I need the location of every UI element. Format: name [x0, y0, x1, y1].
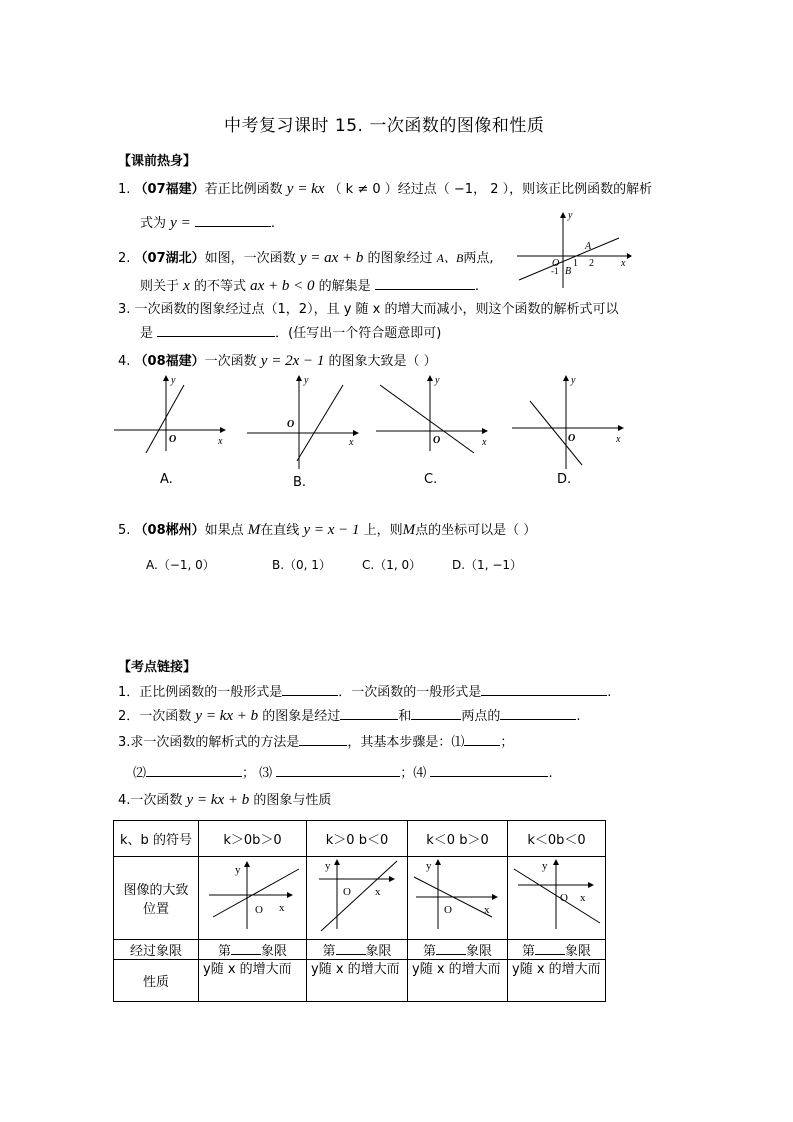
q2-tick-1: 1: [573, 258, 578, 269]
q2-tick-2: 2: [589, 258, 594, 269]
table-graph-3[interactable]: [408, 857, 507, 935]
table-col-2: k＞0 b＜0: [307, 821, 408, 857]
svg-text:y: y: [542, 860, 548, 872]
q2-line2-text-2: 的不等式: [193, 279, 246, 294]
q4-graph-b: [245, 373, 365, 473]
q2-point-b: B: [565, 266, 572, 277]
table-property-cell-2[interactable]: y随 x 的增大而: [307, 960, 408, 1002]
page-title: 中考复习课时 15. 一次函数的图像和性质: [224, 116, 545, 136]
svg-text:O: O: [169, 434, 177, 445]
q2-y-label: y: [568, 210, 573, 221]
link-item-3: [118, 731, 513, 750]
q1-text: 若正比例函数: [204, 182, 283, 197]
q5-option-b[interactable]: B.（0, 1）: [272, 558, 331, 572]
table-graph-cell-1: [199, 857, 307, 940]
question-2-line2: [140, 275, 479, 295]
l2-blank-2[interactable]: [411, 706, 461, 720]
q5-number: 5.: [118, 523, 131, 538]
q2-equation: y = ax + b: [299, 250, 364, 266]
l3-blank-1[interactable]: [299, 732, 347, 746]
q5-text-3: 上，则: [363, 523, 403, 538]
link-item-1: [118, 681, 611, 700]
l2-blank-1[interactable]: [340, 706, 398, 720]
l1-text-2: ．一次函数的一般形式是: [338, 685, 482, 700]
q4-graph-a: [112, 373, 232, 453]
question-3-line2: [140, 322, 441, 341]
table-graph-4[interactable]: [508, 857, 605, 935]
quadrant-blank-1[interactable]: [231, 942, 261, 955]
q4-option-d[interactable]: D.: [557, 472, 572, 487]
q5-option-d[interactable]: D.（1, −1）: [452, 558, 523, 572]
q5-source: （08郴州）: [134, 523, 205, 538]
svg-text:x: x: [580, 892, 586, 904]
table-col-4: k＜0b＜0: [508, 821, 606, 857]
q2-x-arrow: [627, 253, 632, 259]
svg-text:x: x: [279, 902, 285, 914]
svg-text:x: x: [375, 886, 381, 898]
l3-text-2: ，其基本步骤是：⑴: [347, 735, 465, 750]
q2-end: .: [474, 279, 479, 294]
table-col-1: k＞0b＞0: [199, 821, 307, 857]
l3-blank-2[interactable]: [464, 732, 500, 746]
q4-graph-c: [374, 373, 496, 453]
q2-origin-label: O: [552, 258, 560, 269]
table-col-3: k＜0 b＞0: [408, 821, 508, 857]
table-graph-cell-2: [307, 857, 408, 940]
links-header: 【考点链接】: [118, 660, 197, 675]
q2-tick-neg1: -1: [551, 266, 559, 276]
table-header-label: k、b 的符号: [114, 821, 199, 857]
q2-line2-text: 则关于: [140, 279, 180, 294]
table-property-cell-1[interactable]: y随 x 的增大而: [199, 960, 307, 1002]
q1-answer-blank[interactable]: [195, 213, 271, 227]
question-1-line2: [140, 212, 275, 232]
svg-text:x: x: [616, 434, 621, 445]
l3-step4-label: ；⑷: [400, 766, 427, 781]
table-property-cell-4[interactable]: y随 x 的增大而: [508, 960, 606, 1002]
l4-equation: y = kx + b: [186, 792, 250, 808]
q2-variable: x: [183, 278, 190, 294]
svg-text:y: y: [435, 375, 440, 386]
svg-text:y: y: [571, 375, 576, 386]
table-header-row: [114, 821, 606, 857]
q5-equation: y = x − 1: [303, 522, 360, 538]
q5-point-m-2: M: [402, 522, 416, 538]
q1-number: 1.: [118, 182, 131, 197]
q3-line2-text-2: ．(任写出一个符合题意即可): [275, 326, 442, 341]
svg-text:y: y: [171, 375, 176, 386]
q2-text-3: 两点,: [463, 251, 494, 266]
link-item-4: [118, 789, 331, 809]
table-graph-cell-3: [408, 857, 508, 940]
q2-y-arrow: [560, 212, 566, 218]
l2-equation: y = kx + b: [195, 708, 259, 724]
question-5: [118, 519, 536, 539]
l2-text: 2．一次函数: [118, 709, 192, 724]
q2-x-label: x: [621, 258, 626, 269]
q4-source: （08福建）: [134, 354, 205, 369]
l2-text-4: 两点的: [461, 709, 501, 724]
l3-text-3: ；: [500, 735, 514, 750]
table-graph-1[interactable]: [199, 857, 306, 935]
q2-answer-blank[interactable]: [375, 276, 475, 290]
svg-text:O: O: [255, 904, 263, 916]
q4-equation: y = 2x − 1: [260, 353, 325, 369]
q3-answer-blank[interactable]: [157, 323, 275, 337]
l4-text: 4.一次函数: [118, 793, 183, 808]
q4-text-2: 的图象大致是（ ）: [328, 354, 437, 369]
l3-step3-label: ； ⑶: [242, 766, 273, 781]
l3-end: .: [548, 766, 553, 781]
q1-end: .: [270, 216, 275, 231]
q2-points: A、B: [436, 251, 464, 265]
l2-blank-3[interactable]: [500, 706, 576, 720]
quadrant-blank-2[interactable]: [336, 942, 366, 955]
q4-graph-d: [510, 373, 630, 473]
q1-text-2: 经过点（ −1， 2 ），则该正比例函数的解析: [397, 182, 653, 197]
l1-end: .: [607, 685, 612, 700]
question-2: [118, 247, 493, 267]
properties-table: [113, 820, 606, 1002]
q2-line2-text-3: 的解集是: [318, 279, 371, 294]
svg-text:O: O: [560, 892, 568, 904]
link-item-2: [118, 705, 580, 725]
warmup-header: 【课前热身】: [118, 154, 197, 169]
svg-text:y: y: [304, 375, 309, 386]
svg-text:x: x: [218, 436, 223, 447]
l3-step4-blank[interactable]: [430, 763, 548, 777]
q5-text: 如果点: [204, 523, 244, 538]
table-graph-2[interactable]: [307, 857, 407, 935]
q4-option-a[interactable]: A.: [160, 472, 173, 487]
q5-text-4: 点的坐标可以是（ ）: [415, 523, 537, 538]
l3-text: 3.求一次函数的解析式的方法是: [118, 735, 300, 750]
svg-text:x: x: [482, 437, 487, 448]
q3-line2-text: 是: [140, 326, 154, 341]
table-quadrant-label: 经过象限: [114, 940, 199, 960]
link-item-3-steps: [133, 762, 553, 781]
table-quadrant-cell-2: 第 象限: [307, 940, 408, 960]
q4-option-c[interactable]: C.: [424, 472, 438, 487]
l3-step3-blank[interactable]: [276, 763, 400, 777]
q4-number: 4.: [118, 354, 131, 369]
table-quadrant-row: [114, 940, 606, 960]
q5-text-2: 在直线: [260, 523, 300, 538]
svg-text:y: y: [235, 864, 241, 876]
table-property-label: 性质: [114, 960, 199, 1002]
q2-inequality: ax + b < 0: [250, 278, 315, 294]
svg-text:y: y: [426, 860, 432, 872]
table-quadrant-cell-4: 第 象限: [508, 940, 606, 960]
quadrant-blank-3[interactable]: [436, 942, 466, 955]
svg-text:y: y: [325, 860, 331, 872]
l2-end: .: [576, 709, 581, 724]
table-quadrant-cell-3: 第 象限: [408, 940, 508, 960]
l1-text: 1．正比例函数的一般形式是: [118, 685, 283, 700]
q1-condition: （ k ≠ 0 ）: [328, 182, 398, 197]
table-quadrant-cell-1: 第 象限: [199, 940, 307, 960]
table-property-cell-3[interactable]: y随 x 的增大而: [408, 960, 508, 1002]
q5-point-m: M: [247, 522, 261, 538]
q1-source: （07福建）: [134, 182, 205, 197]
q1-answer-prefix: y =: [170, 215, 191, 231]
q5-option-c[interactable]: C.（1, 0）: [362, 558, 422, 572]
l1-blank-1[interactable]: [282, 682, 338, 696]
svg-text:O: O: [568, 433, 576, 444]
svg-text:O: O: [444, 904, 452, 916]
q2-text-2: 的图象经过: [367, 251, 433, 266]
q2-graph: [515, 208, 633, 290]
svg-text:x: x: [349, 437, 354, 448]
table-property-row: [114, 960, 606, 1002]
q5-option-a[interactable]: A.（−1, 0）: [146, 558, 215, 572]
svg-text:x: x: [484, 904, 490, 916]
table-graph-row: [114, 857, 606, 940]
q4-text: 一次函数: [204, 354, 257, 369]
q4-option-b[interactable]: B.: [293, 475, 307, 490]
q1-line2-text: 式为: [140, 216, 167, 231]
q1-equation: y = kx: [286, 181, 325, 197]
question-4: [118, 350, 437, 370]
q2-number: 2.: [118, 251, 131, 266]
q2-point-a: A: [585, 241, 592, 252]
l2-text-2: 的图象是经过: [262, 709, 341, 724]
svg-text:O: O: [343, 886, 351, 898]
q2-text: 如图，一次函数: [204, 251, 296, 266]
svg-text:O: O: [287, 419, 295, 430]
question-1: [118, 178, 652, 198]
question-3: 3. 一次函数的图象经过点（1，2），且 y 随 x 的增大而减小，则这个函数的解析式可以: [118, 302, 619, 317]
l4-text-2: 的图象与性质: [253, 793, 332, 808]
svg-text:O: O: [433, 435, 441, 446]
l2-text-3: 和: [398, 709, 412, 724]
l3-step2-blank[interactable]: [146, 763, 242, 777]
table-graph-label: 图像的大致位置: [114, 857, 199, 940]
q2-source: （07湖北）: [134, 251, 205, 266]
l1-blank-2[interactable]: [481, 682, 607, 696]
quadrant-blank-4[interactable]: [535, 942, 565, 955]
table-graph-cell-4: [508, 857, 606, 940]
l3-step2-label: ⑵: [133, 766, 147, 781]
